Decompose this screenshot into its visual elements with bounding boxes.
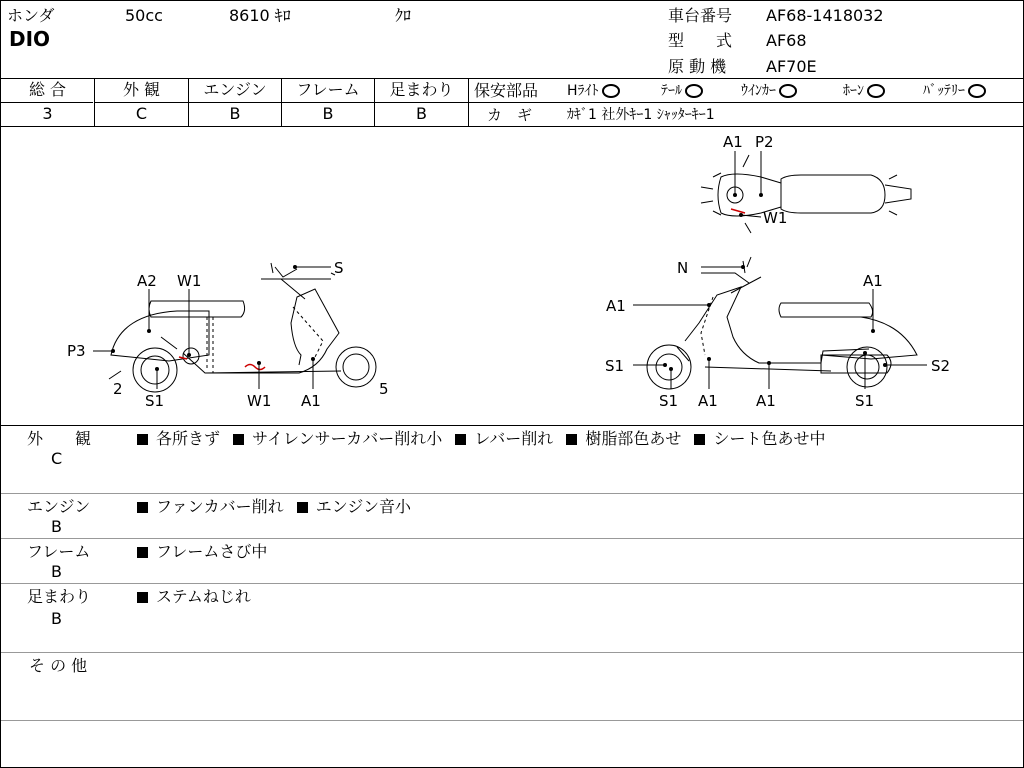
maker: ホンダ [7, 6, 55, 25]
displacement: 50cc [125, 6, 163, 25]
keys-label: カ ギ [487, 106, 533, 124]
damage-label: W1 [763, 209, 788, 227]
ok-circle-icon [779, 84, 797, 98]
remark-label-frame: フレーム [27, 542, 91, 561]
damage-label: S1 [605, 357, 625, 375]
grade-engine: B [229, 104, 241, 123]
ok-circle-icon [867, 84, 885, 98]
grade-header-overall: 総 合 [28, 80, 67, 99]
damage-label: A1 [756, 392, 776, 410]
safety-item-tail: ﾃｰﾙ [661, 81, 703, 101]
ok-circle-icon [968, 84, 986, 98]
damage-label: 5 [379, 380, 389, 398]
model-name: DIO [9, 27, 51, 51]
grade-header-suspension: 足まわり [389, 80, 454, 99]
remark-label-engine: エンジン [27, 497, 91, 516]
remark-label-exterior: 外 観 [27, 429, 92, 448]
safety-item-battery: ﾊﾞｯﾃﾘｰ [923, 81, 986, 101]
remark-grade-suspension: B [51, 609, 62, 628]
damage-label: A1 [723, 133, 743, 151]
color: ｸﾛ [395, 6, 412, 25]
damage-label: A1 [301, 392, 321, 410]
damage-label: S1 [855, 392, 875, 410]
mileage: 8610 ｷﾛ [229, 6, 291, 25]
damage-label: P3 [67, 342, 86, 360]
scooter-top-view [701, 155, 911, 233]
grade-header-exterior: 外 観 [122, 80, 161, 99]
damage-label: S1 [659, 392, 679, 410]
type-value: AF68 [766, 31, 807, 50]
damage-label: W1 [247, 392, 272, 410]
grade-exterior: C [135, 104, 148, 123]
grade-header-frame: フレーム [296, 80, 360, 99]
remark-grade-exterior: C [51, 449, 63, 468]
remark-items-exterior: 各所きず サイレンサーカバー削れ小 レバー削れ 樹脂部色あせ シート色あせ中 [137, 429, 833, 449]
safety-item-horn: ﾎｰﾝ [843, 81, 885, 101]
damage-label: A2 [137, 272, 157, 290]
grade-overall: 3 [42, 104, 53, 123]
frame-number: AF68-1418032 [766, 6, 884, 25]
damage-label: S1 [145, 392, 165, 410]
damage-label: S2 [931, 357, 951, 375]
keys-value: ｶｷﾞ1 社外ｷｰ1 ｼｬｯﾀｰｷｰ1 [567, 107, 715, 123]
remark-label-other: そ の 他 [29, 656, 88, 675]
damage-label: 2 [113, 380, 123, 398]
safety-item-headlight: Hﾗｲﾄ [567, 81, 620, 101]
damage-label: S [334, 259, 344, 277]
frame-number-label: 車台番号 [668, 6, 733, 25]
grade-header-engine: エンジン [203, 80, 267, 99]
damage-label: A1 [698, 392, 718, 410]
remark-grade-frame: B [51, 562, 62, 581]
damage-label: N [677, 259, 689, 277]
ok-circle-icon [685, 84, 703, 98]
engine-value: AF70E [766, 57, 817, 76]
remark-items-frame: フレームさび中 [137, 542, 275, 562]
type-label: 型 式 [668, 31, 733, 50]
damage-label: A1 [863, 272, 883, 290]
remark-label-suspension: 足まわり [27, 587, 92, 606]
remark-grade-engine: B [51, 517, 62, 536]
damage-label: W1 [177, 272, 202, 290]
safety-label: 保安部品 [474, 81, 539, 100]
damage-label: P2 [755, 133, 774, 151]
remark-items-suspension: ステムねじれ [137, 587, 259, 607]
grade-suspension: B [416, 104, 427, 123]
remark-items-engine: ファンカバー削れ エンジン音小 [137, 497, 419, 517]
ok-circle-icon [602, 84, 620, 98]
grade-frame: B [322, 104, 334, 123]
engine-label: 原 動 機 [668, 57, 727, 76]
safety-item-winker: ｳｲﾝｶｰ [741, 81, 797, 101]
damage-label: A1 [606, 297, 626, 315]
